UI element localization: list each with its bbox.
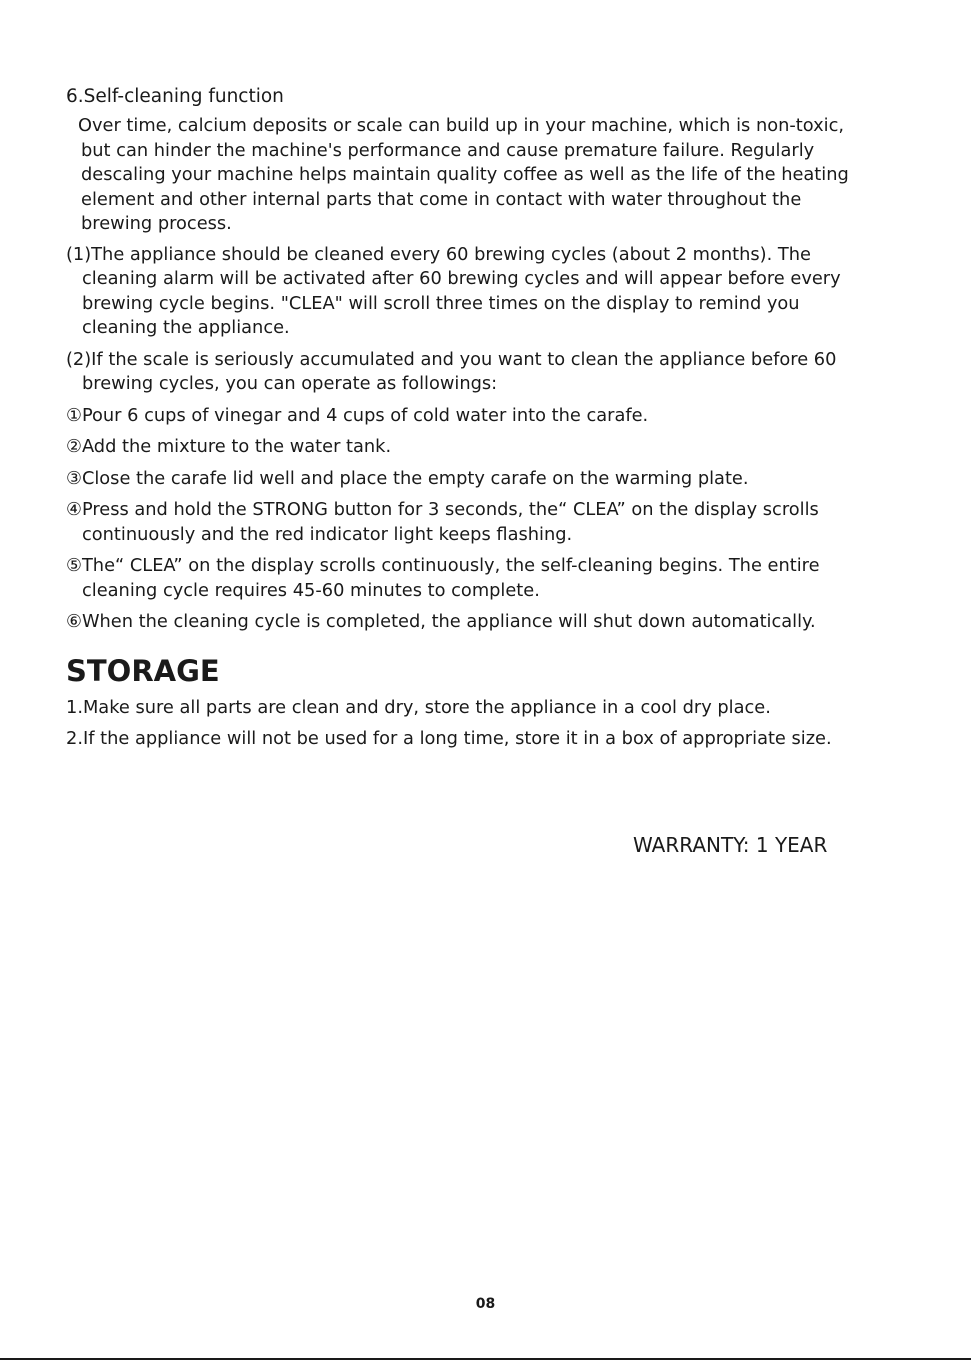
- step-2: ②Add the mixture to the water tank.: [66, 436, 392, 457]
- step-4: ④Press and hold the STRONG button for 3 seconds, the“ CLEA” on the display scrolls continuously and the red indicator light keeps flashing.: [66, 499, 819, 545]
- storage-heading: STORAGE: [66, 653, 220, 688]
- storage-item-2: 2.If the appliance will not be used for a long time, store it in a box of appropriate size.: [66, 728, 832, 749]
- step-6: ⑥When the cleaning cycle is completed, the appliance will shut down automatically.: [66, 611, 816, 632]
- step-3: ③Close the carafe lid well and place the empty carafe on the warming plate.: [66, 467, 749, 489]
- bottom-divider: [0, 1358, 971, 1360]
- page-number: 08: [475, 1296, 496, 1312]
- cleaning-interval-paragraph: (1)The appliance should be cleaned every 60 brewing cycles (about 2 months). The cleaning alarm will be activated after 60 brewing cycles and will appear before every brewing cycle begins. "CLEA" will scroll three times on the display to remind you cleaning the appliance.: [66, 243, 841, 338]
- manual-page: [66, 84, 866, 759]
- section-title: 6.Self-cleaning function: [66, 86, 284, 107]
- step-1: ①Pour 6 cups of vinegar and 4 cups of cold water into the carafe.: [66, 404, 649, 426]
- storage-item-1: 1.Make sure all parts are clean and dry, store the appliance in a cool dry place.: [66, 696, 771, 718]
- step-5: ⑤The“ CLEA” on the display scrolls continuously, the self-cleaning begins. The entire cleaning cycle requires 45-60 minutes to complete.: [66, 555, 820, 601]
- intro-paragraph: Over time, calcium deposits or scale can build up in your machine, which is non-toxic, but can hinder the machine's performance and cause premature failure. Regularly descaling your machine helps maintain quality coffee as well as the life of the heating element and other internal parts that come in contact with water throughout the brewing process.: [78, 115, 849, 234]
- warranty-label: WARRANTY: 1 YEAR: [633, 833, 828, 857]
- manual-cleaning-paragraph: (2)If the scale is seriously accumulated and you want to clean the appliance before 60 brewing cycles, you can operate as followings:: [66, 348, 837, 394]
